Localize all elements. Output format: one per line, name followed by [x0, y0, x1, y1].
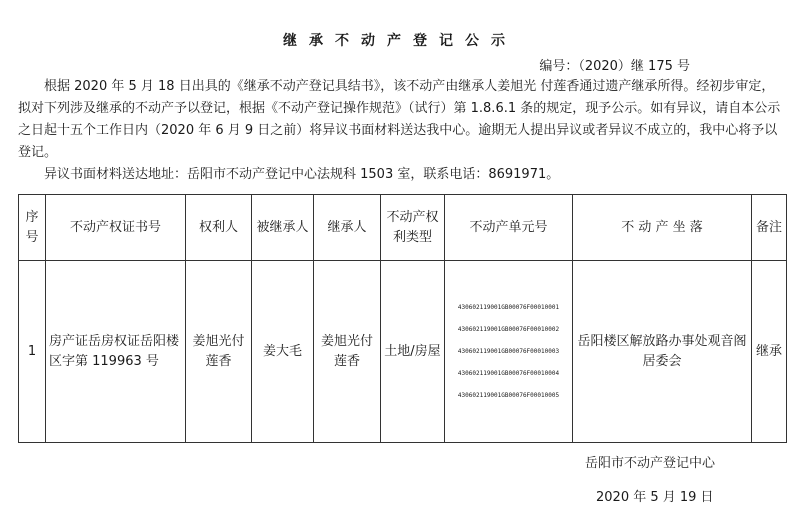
header-remark: 备注	[752, 195, 787, 261]
document-number: 编号：（2020）继 175 号	[539, 59, 690, 74]
header-seq: 序号	[19, 195, 46, 261]
registration-table	[18, 194, 787, 443]
cell-location: 岳阳楼区解放路办事处观音阁居委会	[573, 261, 752, 443]
unit-number: 430602119001GB00076F00010004	[457, 369, 560, 377]
table-row	[19, 261, 787, 443]
cell-heir: 姜旭光付莲香	[314, 261, 381, 443]
header-cert-no: 不动产权证书号	[46, 195, 186, 261]
unit-number: 430602119001GB00076F00010001	[457, 303, 560, 311]
header-deceased: 被继承人	[252, 195, 314, 261]
cell-remark: 继承	[752, 261, 787, 443]
unit-number: 430602119001GB00076F00010005	[457, 391, 560, 399]
issue-date: 2020 年 5 月 19 日	[596, 490, 714, 505]
unit-number: 430602119001GB00076F00010002	[457, 325, 560, 333]
notice-body-paragraph: 根据 2020 年 5 月 18 日出具的《继承不动产登记具结书》，该不动产由继承人姜旭光 付莲香通过遗产继承所得。经初步审定， 拟对下列涉及继承的不动产予以登记，根据《不动产登记操作规范》（试行）第 1.8.6.1 条的规定，现予公示。如有异议，请自本公示之日起十五个工作日内（2020 年 6 月 9 日之前）将异议书面材料送达我中心。逾期无人提出异议或者异议不成立的，我中心将予以登记。	[18, 79, 781, 160]
cell-right-type: 土地/房屋	[381, 261, 445, 443]
objection-address-paragraph: 异议书面材料送达地址：岳阳市不动产登记中心法规科 1503 室，联系电话：8691971。	[44, 167, 560, 182]
header-unit-no: 不动产单元号	[445, 195, 573, 261]
cell-seq: 1	[19, 261, 46, 443]
header-location: 不 动 产 坐 落	[573, 195, 752, 261]
table-header-row	[19, 195, 787, 261]
cell-cert-no: 房产证岳房权证岳阳楼区字第 119963 号	[46, 261, 186, 443]
issuing-authority: 岳阳市不动产登记中心	[585, 456, 716, 471]
header-holder: 权利人	[186, 195, 252, 261]
cell-unit-numbers	[445, 261, 573, 443]
header-right-type: 不动产权利类型	[381, 195, 445, 261]
unit-number: 430602119001GB00076F00010003	[457, 347, 560, 355]
header-heir: 继承人	[314, 195, 381, 261]
cell-deceased: 姜大毛	[252, 261, 314, 443]
notice-title: 继承不动产登记公示	[283, 33, 517, 49]
cell-holder: 姜旭光付莲香	[186, 261, 252, 443]
